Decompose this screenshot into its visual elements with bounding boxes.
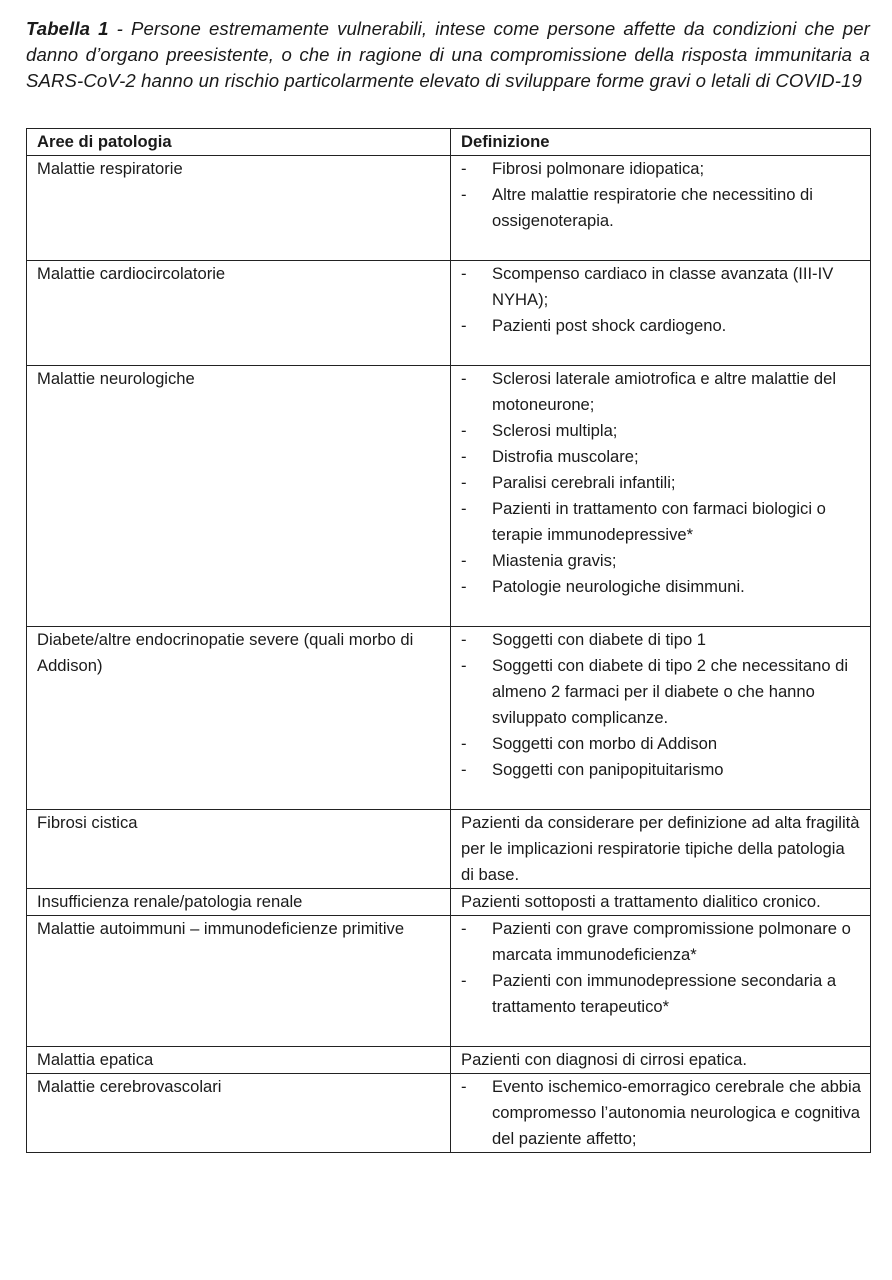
list-item: - Fibrosi polmonare idiopatica; (461, 156, 862, 182)
definition-list (461, 156, 862, 234)
table-caption (26, 16, 870, 94)
list-item: - Pazienti con grave compromissione polmonare o marcata immunodeficienza* (461, 916, 862, 968)
cell-definition (451, 156, 871, 261)
cell-definition (451, 366, 871, 627)
list-item: - Miastenia gravis; (461, 548, 862, 574)
list-item: - Distrofia muscolare; (461, 444, 862, 470)
cell-area: Malattie neurologiche (27, 366, 451, 627)
vulnerability-table (26, 128, 871, 1153)
cell-definition (451, 1074, 871, 1153)
cell-area: Malattie respiratorie (27, 156, 451, 261)
definition-list (461, 261, 862, 339)
definition-text: Pazienti con diagnosi di cirrosi epatica. (461, 1050, 747, 1069)
cell-definition (451, 889, 871, 916)
caption-label: Tabella 1 (26, 18, 109, 39)
list-item: - Soggetti con diabete di tipo 1 (461, 627, 862, 653)
cell-definition (451, 916, 871, 1047)
definition-list (461, 1074, 862, 1152)
row-spacer (461, 1020, 862, 1046)
table-row (27, 366, 871, 627)
row-spacer (461, 339, 862, 365)
table-row (27, 889, 871, 916)
definition-list (461, 627, 862, 783)
table-row (27, 916, 871, 1047)
list-item: - Pazienti con immunodepressione secondaria a trattamento terapeutico* (461, 968, 862, 1020)
definition-text: Pazienti da considerare per definizione ad alta fragilità per le implicazioni respiratorie tipiche della patologia di base. (461, 813, 860, 884)
table-row (27, 1074, 871, 1153)
definition-text: Pazienti sottoposti a trattamento dialitico cronico. (461, 892, 821, 911)
list-item: - Paralisi cerebrali infantili; (461, 470, 862, 496)
cell-area: Malattie cerebrovascolari (27, 1074, 451, 1153)
list-item: - Evento ischemico-emorragico cerebrale che abbia compromesso l’autonomia neurologica e cognitiva del paziente affetto; (461, 1074, 862, 1152)
list-item: - Sclerosi multipla; (461, 418, 862, 444)
header-definition: Definizione (451, 129, 871, 156)
table-body (27, 156, 871, 1153)
list-item: - Soggetti con morbo di Addison (461, 731, 862, 757)
cell-area: Malattie autoimmuni – immunodeficienze primitive (27, 916, 451, 1047)
table-row (27, 810, 871, 889)
row-spacer (461, 234, 862, 260)
cell-definition (451, 261, 871, 366)
cell-area: Malattie cardiocircolatorie (27, 261, 451, 366)
table-row (27, 627, 871, 810)
header-area: Aree di patologia (27, 129, 451, 156)
cell-area: Fibrosi cistica (27, 810, 451, 889)
cell-definition (451, 627, 871, 810)
row-spacer (461, 600, 862, 626)
cell-area: Insufficienza renale/patologia renale (27, 889, 451, 916)
list-item: - Soggetti con panipopituitarismo (461, 757, 862, 783)
list-item: - Pazienti in trattamento con farmaci biologici o terapie immunodepressive* (461, 496, 862, 548)
list-item: - Soggetti con diabete di tipo 2 che necessitano di almeno 2 farmaci per il diabete o che hanno sviluppato complicanze. (461, 653, 862, 731)
list-item: - Pazienti post shock cardiogeno. (461, 313, 862, 339)
cell-definition (451, 810, 871, 889)
definition-list (461, 366, 862, 600)
cell-area: Malattia epatica (27, 1047, 451, 1074)
list-item: - Patologie neurologiche disimmuni. (461, 574, 862, 600)
list-item: - Sclerosi laterale amiotrofica e altre malattie del motoneurone; (461, 366, 862, 418)
definition-list (461, 916, 862, 1020)
table-row (27, 261, 871, 366)
table-header-row (27, 129, 871, 156)
list-item: - Scompenso cardiaco in classe avanzata (III-IV NYHA); (461, 261, 862, 313)
table-row (27, 156, 871, 261)
cell-area: Diabete/altre endocrinopatie severe (quali morbo di Addison) (27, 627, 451, 810)
list-item: - Altre malattie respiratorie che necessitino di ossigenoterapia. (461, 182, 862, 234)
cell-definition (451, 1047, 871, 1074)
table-row (27, 1047, 871, 1074)
row-spacer (461, 783, 862, 809)
caption-text: - Persone estremamente vulnerabili, intese come persone affette da condizioni che per danno d’organo preesistente, o che in ragione di una compromissione della risposta immunitaria a SARS-CoV-2 hanno un rischio particolarmente elevato di sviluppare forme gravi o letali di COVID-19 (26, 18, 870, 91)
